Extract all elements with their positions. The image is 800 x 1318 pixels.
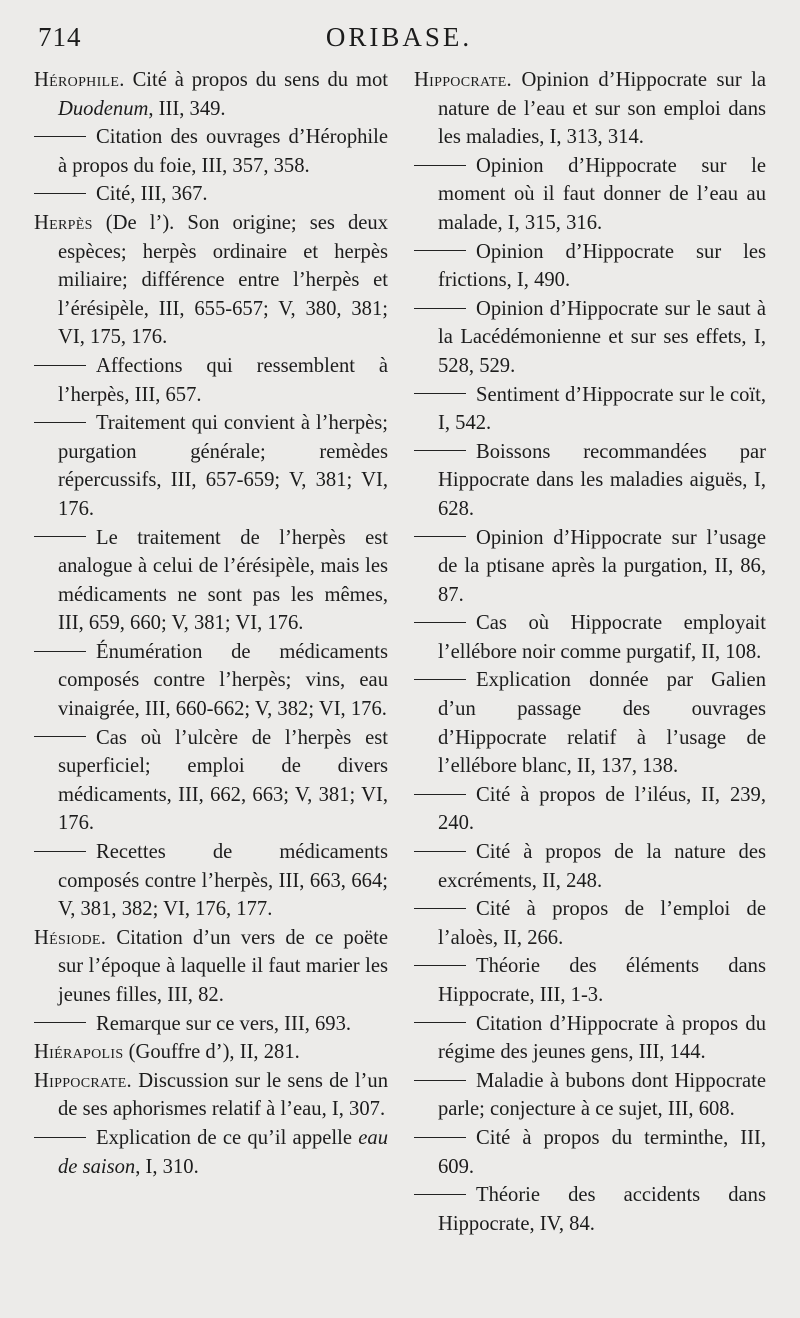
ditto-dash [34,1137,86,1138]
entry-text: Énumération de médicaments composés contre l’herpès; vins, eau vinaigrée, III, 660-662; V, 382; VI, 176. [58,640,388,721]
ditto-dash [414,250,466,251]
index-entry [414,666,766,780]
entry-text: Le traitement de l’herpès est analogue à celui de l’érésipèle, mais les médicaments ne sont pas les mêmes, III, 659, 660; V, 381; VI, 176. [58,526,388,635]
index-entry [414,1067,766,1124]
ditto-dash [414,1194,466,1195]
entry-text: Opinion d’Hippocrate sur le saut à la Lacédémonienne et sur ses effets, I, 528, 529. [438,297,766,377]
ditto-dash [34,365,86,366]
entry-text: (De l’). Son origine; ses deux espèces; herpès ordinaire et herpès miliaire; différence entre l’herpès et l’érésipèle, III, 655-657; V, 380, 381; VI, 175, 176. [58,211,388,349]
entry-text: Cité à propos de l’emploi de l’aloès, II, 266. [438,898,766,949]
entry-headword: Hiérapolis [34,1041,124,1064]
entry-text: Cité à propos de l’iléus, II, 239, 240. [438,783,766,835]
entry-reference: , III, 349. [148,97,226,120]
entry-text: Explication de ce qu’il appelle [96,1126,359,1149]
entry-text: Discussion sur le sens de l’un de ses aphorismes relatif à l’eau, I, 307. [58,1069,388,1121]
entry-text: (Gouffre d’), II, 281. [128,1041,300,1064]
entry-text: Opinion d’Hippocrate sur la nature de l’eau et sur son emploi dans les maladies, I, 313, 314. [438,69,766,149]
right-column [414,66,766,1238]
entry-text: Remarque sur ce vers, III, 693. [96,1012,352,1035]
index-entry [34,1067,388,1124]
entry-text: Opinion d’Hippocrate sur l’usage de la ptisane après la purgation, II, 86, 87. [438,526,766,606]
ditto-dash [414,1022,466,1023]
ditto-dash [34,136,86,137]
index-entry [34,924,388,1010]
left-column [34,66,388,1181]
ditto-dash [414,851,466,852]
index-entry [34,409,388,523]
entry-text: Cas où l’ulcère de l’herpès est superficiel; emploi de divers médicaments, III, 662, 663; V, 381; VI, 176. [58,726,388,835]
ditto-dash [414,536,466,537]
entry-text: Sentiment d’Hippocrate sur le coït, I, 542. [438,383,766,435]
ditto-dash [414,908,466,909]
index-entry [414,524,766,610]
index-entry [34,123,388,180]
entry-headword: Hippocrate. [414,69,513,91]
ditto-dash [414,622,466,623]
entry-text: Cité à propos du sens du mot [132,69,388,91]
ditto-dash [34,736,86,737]
entry-text: Cité, III, 367. [96,183,208,206]
index-entry [34,838,388,924]
index-entry [414,438,766,524]
ditto-dash [414,450,466,451]
ditto-dash [34,193,86,194]
ditto-dash [414,308,466,309]
index-entry [34,724,388,838]
entry-headword: Hérophile. [34,69,125,91]
page-number: 714 [38,22,82,52]
index-entry [414,152,766,238]
ditto-dash [34,536,86,537]
ditto-dash [34,651,86,652]
entry-text: Cité à propos de la nature des excréments, II, 248. [438,841,766,892]
ditto-dash [414,794,466,795]
entry-text: Théorie des accidents dans Hippocrate, IV, 84. [438,1184,766,1235]
entry-headword: Herpès [34,211,93,234]
entry-text: Théorie des éléments dans Hippocrate, III, 1-3. [438,955,766,1006]
index-entry [414,238,766,295]
entry-text: Opinion d’Hippocrate sur le moment où il faut donner de l’eau au malade, I, 315, 316. [438,154,766,234]
index-entry [34,524,388,638]
entry-text: Cas où Hippocrate employait l’ellébore noir comme purgatif, II, 108. [438,612,766,663]
entry-text: Citation des ouvrages d’Hérophile à propos du foie, III, 357, 358. [58,126,388,177]
index-entry [34,180,388,209]
page-header [38,22,760,58]
entry-text: Traitement qui convient à l’herpès; purgation générale; remèdes répercussifs, III, 657-659; V, 381; VI, 176. [58,412,388,520]
entry-text: Maladie à bubons dont Hippocrate parle; conjecture à ce sujet, III, 608. [438,1069,766,1121]
ditto-dash [414,393,466,394]
entry-text: Recettes de médicaments composés contre l’herpès, III, 663, 664; V, 381, 382; VI, 176, 177. [58,841,388,921]
index-entry [414,381,766,438]
index-entry [414,838,766,895]
index-entry [34,352,388,409]
index-entry [414,1124,766,1181]
index-entry [34,66,388,123]
entry-italic-term: eau de saison [58,1126,388,1178]
entry-text: Explication donnée par Galien d’un passage des ouvrages d’Hippocrate relatif à l’usage de l’ellébore blanc, II, 137, 138. [438,669,766,778]
entry-italic-term: Duodenum [58,97,149,120]
entry-headword: Hésiode. [34,926,107,949]
entry-text: Affections qui ressemblent à l’herpès, III, 657. [58,354,388,406]
index-entry [34,1010,388,1039]
index-entry [414,952,766,1009]
index-entry [414,609,766,666]
index-entry [34,209,388,352]
index-entry [34,638,388,724]
entry-text: Opinion d’Hippocrate sur les frictions, I, 490. [438,240,766,292]
ditto-dash [414,1137,466,1138]
entry-text: Citation d’un vers de ce poëte sur l’époque à laquelle il faut marier les jeunes filles, III, 82. [58,926,388,1006]
entry-text: Cité à propos du terminthe, III, 609. [438,1126,766,1178]
entry-headword: Hippocrate. [34,1069,133,1092]
ditto-dash [414,679,466,680]
ditto-dash [34,1022,86,1023]
running-title: ORIBASE. [325,22,473,52]
ditto-dash [414,1080,466,1081]
ditto-dash [34,851,86,852]
index-entry [34,1124,388,1181]
index-entry [414,1181,766,1238]
index-entry [414,295,766,381]
entry-reference: , I, 310. [135,1155,199,1178]
ditto-dash [414,965,466,966]
index-entry [414,781,766,838]
index-entry [414,1010,766,1067]
index-entry [34,1038,388,1067]
index-entry [414,66,766,152]
entry-text: Boissons recommandées par Hippocrate dans les maladies aiguës, I, 628. [438,440,766,520]
index-entry [414,895,766,952]
entry-text: Citation d’Hippocrate à propos du régime des jeunes gens, III, 144. [438,1012,766,1064]
ditto-dash [34,422,86,423]
ditto-dash [414,165,466,166]
